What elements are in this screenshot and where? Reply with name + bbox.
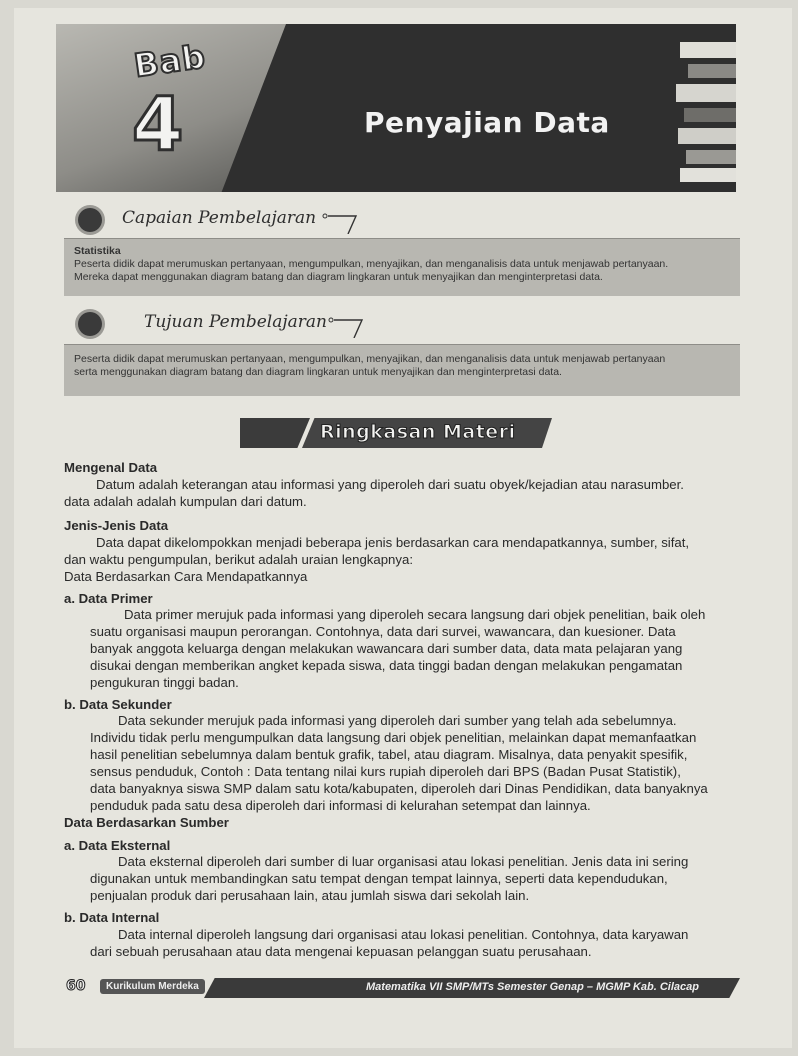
sekunder-line-6: penduduk pada satu desa diperoleh dari informasi di kelurahan setempat dan lainnya. <box>90 798 591 813</box>
heading-jenis: Jenis-Jenis Data <box>64 518 169 533</box>
internal-line-2: dari sebuah perusahaan atau data mengenai kepuasan pelanggan suatu perusahaan. <box>90 944 592 959</box>
chapter-title: Penyajian Data <box>364 106 610 139</box>
jenis-line-2: dan waktu pengumpulan, berikut adalah uraian lengkapnya: <box>64 552 413 567</box>
tujuan-line-2: serta menggunakan diagram batang dan diagram lingkaran untuk menyajikan dan menginterpretasi data. <box>74 366 562 378</box>
footer-text: Matematika VII SMP/MTs Semester Genap – MGMP Kab. Cilacap <box>366 981 699 993</box>
heading-eksternal: a. Data Eksternal <box>64 838 171 853</box>
bab-number: 4 <box>132 82 184 168</box>
primer-line-1: Data primer merujuk pada informasi yang diperoleh secara langsung dari objek penelitian, baik oleh <box>124 607 706 622</box>
sekunder-line-5: data banyaknya siswa SMP dalam satu kota/kabupaten, diperoleh dari Dinas Pendidikan, data banyaknya <box>90 781 708 796</box>
sekunder-line-4: sensus penduduk, Contoh : Data tentang nilai kurs rupiah diperoleh dari BPS (Badan Pusat Statistik), <box>90 764 681 779</box>
kurikulum-badge: Kurikulum Merdeka <box>100 979 205 994</box>
banner-tail-icon <box>322 212 362 234</box>
ringkasan-banner <box>240 418 552 448</box>
chapter-header <box>56 24 736 192</box>
heading-internal: b. Data Internal <box>64 910 160 925</box>
mengenal-line-2: data adalah adalah kumpulan dari datum. <box>64 494 307 509</box>
page-number: 60 <box>66 978 86 994</box>
jenis-line-1: Data dapat dikelompokkan menjadi beberapa jenis berdasarkan cara mendapatkannya, sumber, sifat, <box>96 535 690 550</box>
heading-primer: a. Data Primer <box>64 591 153 606</box>
tujuan-bullet-icon <box>78 312 102 336</box>
sekunder-line-1: Data sekunder merujuk pada informasi yang diperoleh dari sumber yang telah ada sebelumnya. <box>118 713 677 728</box>
capaian-line-2: Mereka dapat menggunakan diagram batang dan diagram lingkaran untuk menyajikan dan menginterpretasi data. <box>74 271 603 283</box>
capaian-bullet-icon <box>78 208 102 232</box>
banner-tail-icon <box>328 316 368 338</box>
sekunder-line-2: Individu tidak perlu mengumpulkan data langsung dari objek penelitian, melainkan dapat memanfaatkan <box>90 730 697 745</box>
mengenal-line-1: Datum adalah keterangan atau informasi yang diperoleh dari suatu obyek/kejadian atau narasumber. <box>96 477 684 492</box>
primer-line-3: banyak anggota keluarga dengan melakukan wawancara dari sumber data, data mata pelajaran yang <box>90 641 683 656</box>
page-footer <box>64 978 740 998</box>
heading-sumber: Data Berdasarkan Sumber <box>64 815 229 830</box>
eksternal-line-2: digunakan untuk membandingkan satu tempat dengan tempat lainnya, seperti data kependudukan, <box>90 871 668 886</box>
primer-line-2: suatu organisasi maupun perorangan. Contohnya, data dari survei, wawancara, dan kuesioner. Data <box>90 624 676 639</box>
bab-word: Bab <box>131 37 209 85</box>
heading-mengenal: Mengenal Data <box>64 460 158 475</box>
capaian-banner <box>64 206 364 234</box>
capaian-box <box>64 238 740 296</box>
capaian-subtitle: Statistika <box>74 245 121 257</box>
capaian-label: Capaian Pembelajaran <box>122 208 317 228</box>
capaian-line-1: Peserta didik dapat merumuskan pertanyaan, mengumpulkan, menyajikan, dan menganalisis data untuk menjawab pertanyaan. <box>74 258 669 270</box>
ringkasan-label: Ringkasan Materi <box>320 421 516 443</box>
internal-line-1: Data internal diperoleh langsung dari organisasi atau lokasi penelitian. Contohnya, data karyawan <box>118 927 689 942</box>
tujuan-label: Tujuan Pembelajaran <box>144 312 327 332</box>
eksternal-line-3: penjualan produk dari perusahaan lain, atau jumlah siswa dari sekolah lain. <box>90 888 530 903</box>
heading-sekunder: b. Data Sekunder <box>64 697 172 712</box>
ringkasan-book-shape <box>240 418 310 448</box>
books-stack-icon <box>674 34 736 184</box>
tujuan-box <box>64 344 740 396</box>
primer-line-5: pengukuran tinggi badan. <box>90 675 239 690</box>
jenis-line-3: Data Berdasarkan Cara Mendapatkannya <box>64 569 308 584</box>
tujuan-banner <box>64 310 364 338</box>
primer-line-4: disukai dengan memberikan angket kepada siswa, data tinggi badan dengan melakukan pengamatan <box>90 658 683 673</box>
eksternal-line-1: Data eksternal diperoleh dari sumber di luar organisasi atau lokasi penelitian. Jenis data ini sering <box>118 854 689 869</box>
sekunder-line-3: hasil penelitian sebelumnya dalam bentuk grafik, tabel, atau diagram. Misalnya, data penyakit spesifik, <box>90 747 688 762</box>
tujuan-line-1: Peserta didik dapat merumuskan pertanyaan, mengumpulkan, menyajikan, dan menganalisis data untuk menjawab pertanyaan <box>74 353 666 365</box>
